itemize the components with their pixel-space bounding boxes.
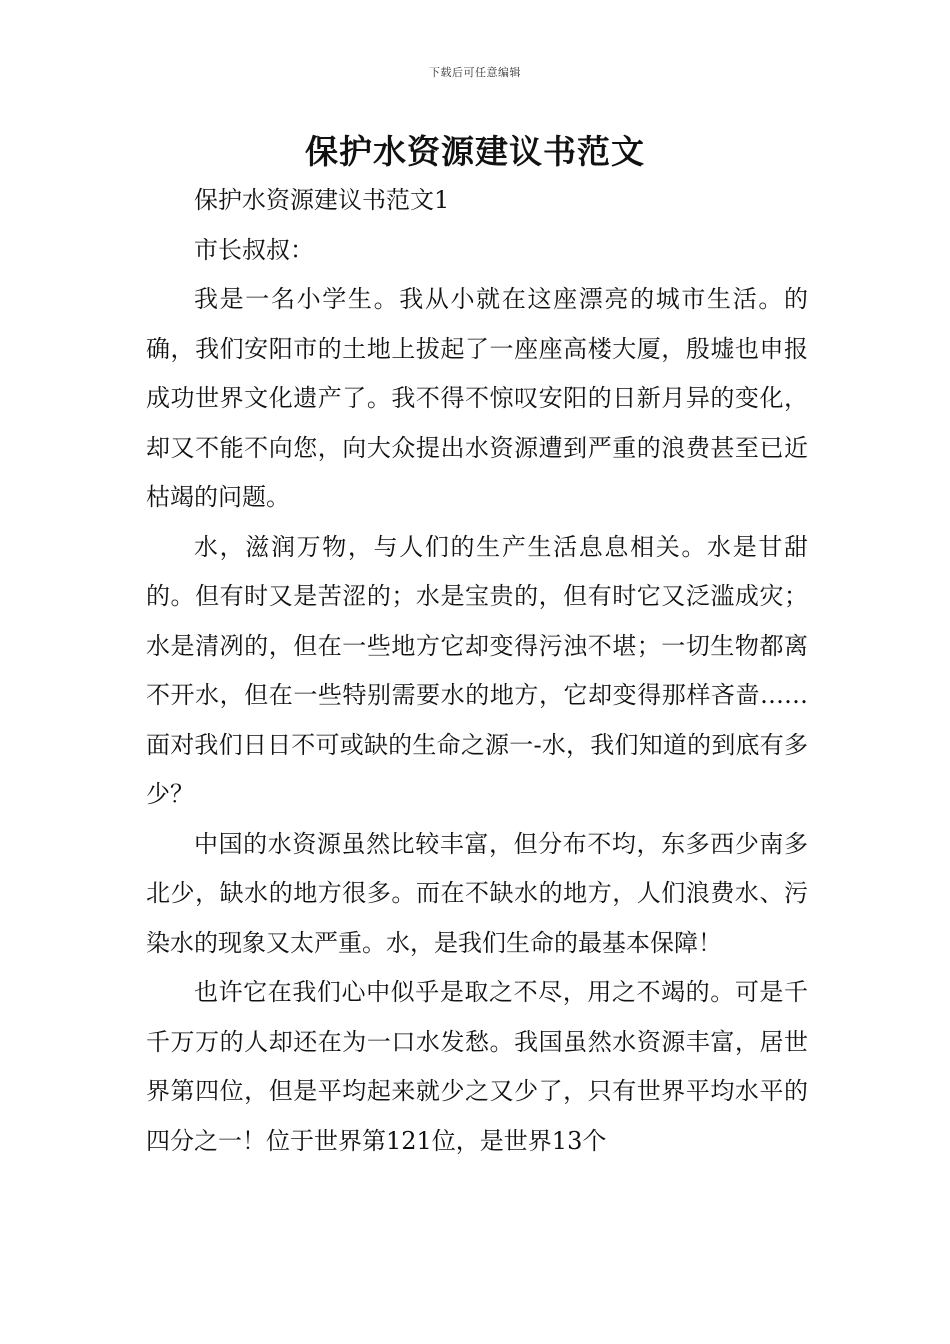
- salutation-paragraph: 市长叔叔：: [194, 235, 314, 264]
- header-note: 下载后可任意编辑: [429, 66, 521, 79]
- body-paragraph: 中国的水资源虽然比较丰富，但分布不均，东多西少南多北少，缺水的地方很多。而在不缺水的地方，人们浪费水、污染水的现象又太严重。水，是我们生命的最基本保障！: [146, 829, 808, 957]
- body-paragraph: 我是一名小学生。我从小就在这座漂亮的城市生活。的确，我们安阳市的土地上拔起了一座座高楼大厦，殷墟也申报成功世界文化遗产了。我不得不惊叹安阳的日新月异的变化，却又不能不向您，向大众提出水资源遭到严重的浪费甚至已近枯竭的问题。: [146, 285, 808, 511]
- document-body: [146, 176, 808, 1166]
- body-paragraph: 也许它在我们心中似乎是取之不尽，用之不竭的。可是千千万万的人却还在为一口水发愁。我国虽然水资源丰富，居世界第四位，但是平均起来就少之又少了，只有世界平均水平的四分之一！位于世界第121位，是世界13个: [146, 978, 808, 1155]
- subtitle-paragraph: 保护水资源建议书范文1: [194, 186, 450, 214]
- document-title: 保护水资源建议书范文: [305, 132, 645, 171]
- body-paragraph: 水，滋润万物，与人们的生产生活息息相关。水是甘甜的。但有时又是苦涩的；水是宝贵的，但有时它又泛滥成灾；水是清冽的，但在一些地方它却变得污浊不堪；一切生物都离不开水，但在一些特别需要水的地方，它却变得那样吝啬……面对我们日日不可或缺的生命之源一-水，我们知道的到底有多少？: [146, 532, 808, 808]
